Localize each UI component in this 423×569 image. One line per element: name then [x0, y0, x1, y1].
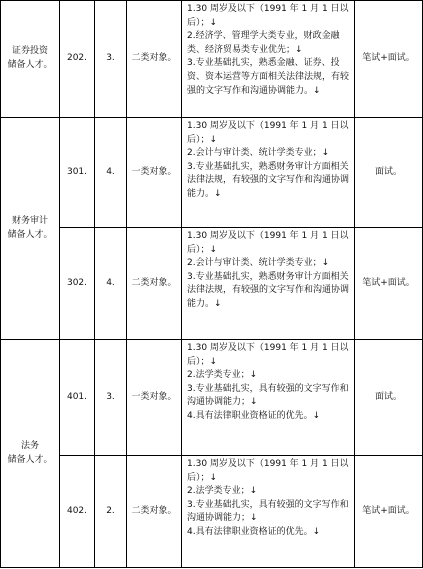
- table-row: [1, 118, 423, 228]
- requirements-cell: 1.30 周岁及以下（1991 年 1 月 1 日以后）；↓ 2.法学类专业；↓ 3.专业基础扎实，具有较强的文字写作和沟通协调能力；↓ 4.具有法律职业资格证的优先。↓: [182, 340, 355, 456]
- candidate-type: 二类对象。: [127, 1, 182, 118]
- position-category: 法务 储备人才。: [1, 340, 60, 568]
- requirements-cell: 1.30 周岁及以下（1991 年 1 月 1 日以后）；↓ 2.会计与审计类、统计学类专业；↓ 3.专业基础扎实，熟悉财务审计方面相关法律法规，有较强的文字写作和沟通协调能力。↓: [182, 118, 355, 228]
- candidate-type: 二类对象。: [127, 456, 182, 568]
- position-code: 402.: [60, 456, 95, 568]
- table-row: [1, 456, 423, 568]
- requirements-cell: 1.30 周岁及以下（1991 年 1 月 1 日以后）；↓ 2.经济学、管理学大类专业，财政金融类、经济贸易类专业优先；↓ 3.专业基础扎实，熟悉金融、证券、投资、资本运营等方面相关法律法规，有较强的文字写作和沟通协调能力。↓: [182, 1, 355, 118]
- position-code: 202.: [60, 1, 95, 118]
- table-row: [1, 1, 423, 118]
- table-row: [1, 228, 423, 340]
- position-category: 证券投资 储备人才。: [1, 1, 60, 118]
- candidate-type: 一类对象。: [127, 118, 182, 228]
- table-row: [1, 340, 423, 456]
- position-code: 301.: [60, 118, 95, 228]
- position-code: 302.: [60, 228, 95, 340]
- exam-method: 笔试+面试。: [355, 1, 423, 118]
- candidate-type: 二类对象。: [127, 228, 182, 340]
- hire-count: 4.: [95, 118, 127, 228]
- exam-method: 面试。: [355, 118, 423, 228]
- hire-count: 3.: [95, 340, 127, 456]
- candidate-type: 一类对象。: [127, 340, 182, 456]
- hire-count: 2.: [95, 456, 127, 568]
- exam-method: 笔试+面试。: [355, 456, 423, 568]
- position-code: 401.: [60, 340, 95, 456]
- exam-method: 笔试+面试。: [355, 228, 423, 340]
- requirements-cell: 1.30 周岁及以下（1991 年 1 月 1 日以后）；↓ 2.会计与审计类、统计学类专业；↓ 3.专业基础扎实，熟悉财务审计方面相关法律法规，有较强的文字写作和沟通协调能力。↓: [182, 228, 355, 340]
- hire-count: 3.: [95, 1, 127, 118]
- requirements-cell: 1.30 周岁及以下（1991 年 1 月 1 日以后）；↓ 2.法学类专业；↓ 3.专业基础扎实，具有较强的文字写作和沟通协调能力；↓ 4.具有法律职业资格证的优先。↓: [182, 456, 355, 568]
- exam-method: 面试。: [355, 340, 423, 456]
- position-category: 财务审计 储备人才。: [1, 118, 60, 340]
- hire-count: 4.: [95, 228, 127, 340]
